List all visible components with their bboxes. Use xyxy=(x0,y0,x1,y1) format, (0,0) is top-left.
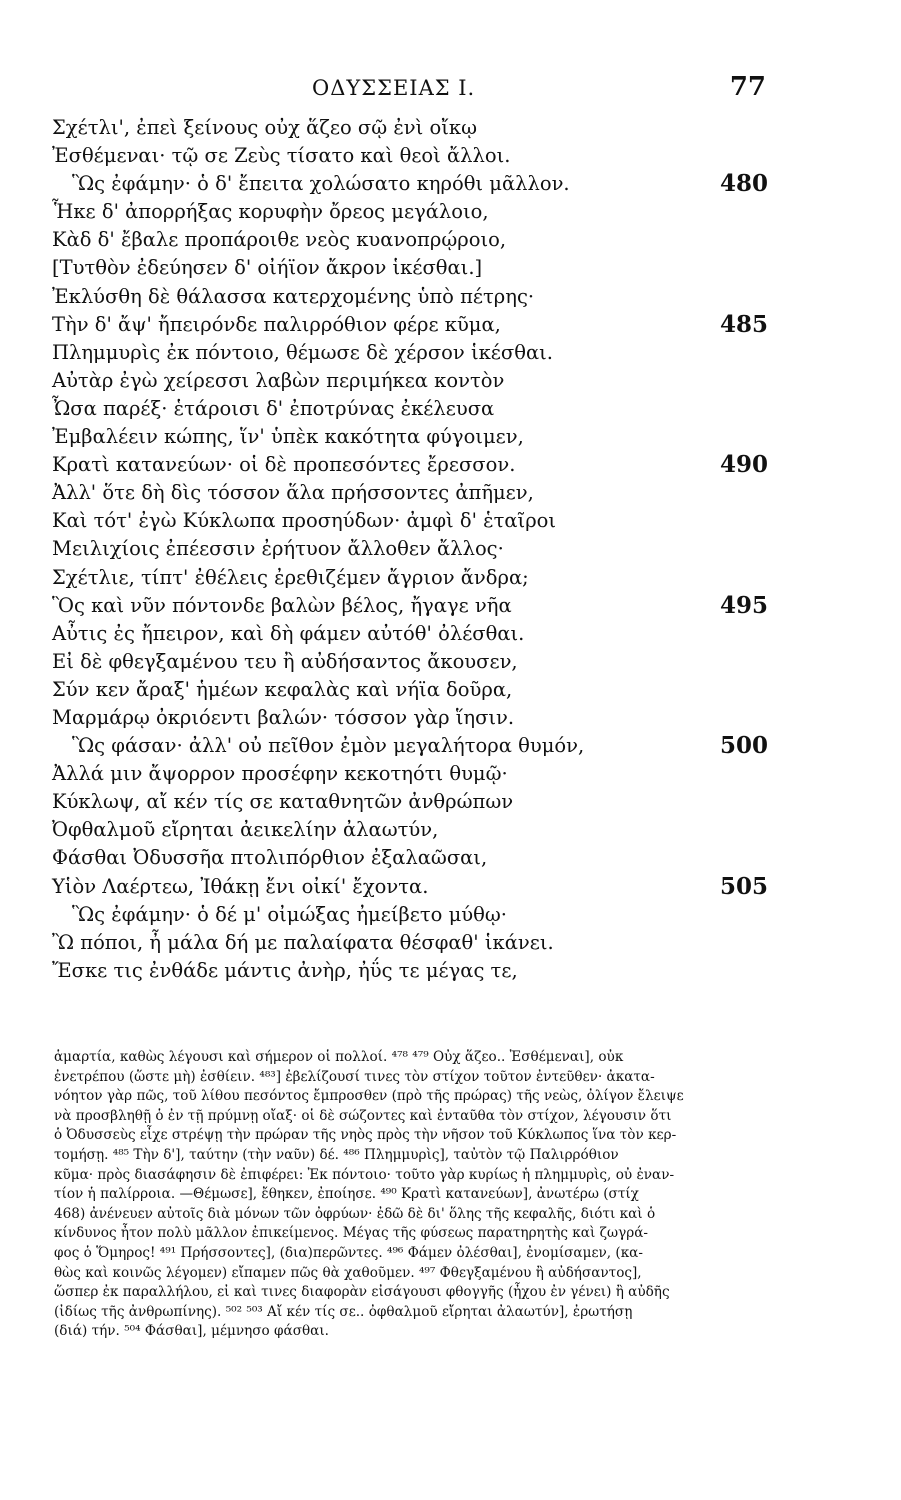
verse-text: Κύκλωψ, αἴ κέν τίς σε καταθνητῶν ἀνθρώπων xyxy=(52,790,514,814)
line-number: 495 xyxy=(719,591,768,619)
verse-text: Ἐμβαλέειν κώπης, ἵν' ὑπὲκ κακότητα φύγοιμεν, xyxy=(52,425,524,449)
verse-line xyxy=(52,198,772,226)
verse-text: Κρατὶ κατανεύων· οἱ δὲ προπεσόντες ἔρεσσον. xyxy=(52,453,516,477)
verse-text: Σχέτλι', ἐπεὶ ξείνους οὐχ ἅζεο σῷ ἐνὶ οἴκῳ xyxy=(52,116,477,139)
verse-line xyxy=(52,395,772,423)
verse-line xyxy=(52,311,772,339)
footnote-line: ὁ Ὀδυσσεὺς εἶχε στρέψῃ τὴν πρώραν τῆς νηὸς πρὸς τὴν νῆσον τοῦ Κύκλωπος ἵνα τὸν κερ- xyxy=(54,1127,677,1144)
verse-line xyxy=(52,451,772,479)
running-title: ΟΔΥΣΣΕΙΑΣ Ι. xyxy=(312,76,476,100)
verse-text: Ὣς φάσαν· ἀλλ' οὐ πεῖθον ἐμὸν μεγαλήτορα θυμόν, xyxy=(72,734,585,758)
verse-line xyxy=(52,676,772,704)
line-number: 505 xyxy=(719,872,768,900)
verse-line xyxy=(52,704,772,732)
footnote-line: κίνδυνος ἦτον πολὺ μᾶλλον ἐπικείμενος. Μέγας τῆς φύσεως παρατηρητὴς καὶ ζωγρά- xyxy=(54,1225,648,1242)
verse-line xyxy=(52,592,772,620)
verse-text: Αὖτις ἐς ἤπειρον, καὶ δὴ φάμεν αὐτόθ' ὀλέσθαι. xyxy=(52,621,525,645)
line-number: 500 xyxy=(719,732,768,760)
verse-text: Ἀλλά μιν ἄψορρον προσέφην κεκοτηότι θυμῷ· xyxy=(52,762,508,786)
page-header xyxy=(50,70,770,110)
line-number: 485 xyxy=(719,310,768,338)
line-number: 490 xyxy=(719,451,768,479)
verse-line xyxy=(52,648,772,676)
verse-line xyxy=(52,535,772,563)
verse-text: Μαρμάρῳ ὀκριόεντι βαλών· τόσσον γὰρ ἵησιν. xyxy=(52,705,515,729)
verse-line xyxy=(52,816,772,844)
verse-line xyxy=(52,760,772,788)
verse-text: Ἀλλ' ὅτε δὴ δὶς τόσσον ἅλα πρήσσοντες ἀπῆμεν, xyxy=(52,481,534,505)
verse-text: Ἔσκε τις ἐνθάδε μάντις ἀνὴρ, ἠΰς τε μέγας τε, xyxy=(52,958,518,982)
verse-text: Ὢ πόποι, ἦ μάλα δή με παλαίφατα θέσφαθ' ἱκάνει. xyxy=(52,930,554,954)
verse-line xyxy=(52,423,772,451)
verse-text: Κὰδ δ' ἔβαλε προπάροιθε νεὸς κυανοπρῴροιο, xyxy=(52,228,507,252)
verse-line xyxy=(52,957,772,985)
verse-text: [Τυτθὸν ἐδεύησεν δ' οἰήϊον ἄκρον ἱκέσθαι.] xyxy=(52,256,483,280)
verse-line xyxy=(52,479,772,507)
verse-line xyxy=(52,901,772,929)
verse-text: Σύν κεν ἄραξ' ἡμέων κεφαλὰς καὶ νήϊα δοῦρα, xyxy=(52,677,513,701)
footnote-line: νὰ προσβληθῇ ὁ ἐν τῇ πρύμνῃ οἴαξ· οἱ δὲ σώζοντες καὶ ἐνταῦθα τὸν στίχον, λέγουσιν ὅτι xyxy=(54,1107,672,1124)
verse-text: Φάσθαι Ὀδυσσῆα πτολιπόρθιον ἐξαλαῶσαι, xyxy=(52,846,488,870)
verse-text: Καὶ τότ' ἐγὼ Κύκλωπα προσηύδων· ἀμφὶ δ' ἑταῖροι xyxy=(52,509,557,533)
verse-line xyxy=(52,170,772,198)
footnote-line: φος ὁ Ὅμηρος! ⁴⁹¹ Πρήσσοντες], (δια)περῶντες. ⁴⁹⁶ Φάμεν ὀλέσθαι], ἐνομίσαμεν, (κα- xyxy=(54,1244,643,1261)
verse-text: Εἰ δὲ φθεγξαμένου τευ ἢ αὐδήσαντος ἄκουσεν, xyxy=(52,649,518,673)
verse-line xyxy=(52,929,772,957)
verse-line xyxy=(52,507,772,535)
footnote-line: ἐνετρέπου (ὥστε μὴ) ἐσθίειν. ⁴⁸³] ἐβελίζουσί τινες τὸν στίχον τοῦτον ἐντεῦθεν· ἀκατα- xyxy=(54,1068,655,1085)
verse-text: Πλημμυρὶς ἐκ πόντοιο, θέμωσε δὲ χέρσον ἱκέσθαι. xyxy=(52,340,553,364)
verse-text: Σχέτλιε, τίπτ' ἐθέλεις ἐρεθιζέμεν ἄγριον ἄνδρα; xyxy=(52,565,529,589)
verse-text: Ὣς ἐφάμην· ὁ δ' ἔπειτα χολώσατο κηρόθι μᾶλλον. xyxy=(72,172,570,196)
verse-line xyxy=(52,788,772,816)
footnote-line: κῦμα· πρὸς διασάφησιν δὲ ἐπιφέρει: Ἐκ πόντοιο· τοῦτο γὰρ κυρίως ἡ πλημμυρὶς, οὐ ἐναν- xyxy=(54,1166,675,1183)
footnote-line: (ἰδίως τῆς ἀνθρωπίνης). ⁵⁰² ⁵⁰³ Αἴ κέν τίς σε.. ὀφθαλμοῦ εἴρηται ἀλαωτύν], ἐρωτήσῃ xyxy=(54,1303,633,1320)
verse-line xyxy=(52,339,772,367)
verse-text: Ὀφθαλμοῦ εἴρηται ἀεικελίην ἀλαωτύν, xyxy=(52,818,439,842)
footnote-line: νόητον γὰρ πῶς, τοῦ λίθου πεσόντος ἔμπροσθεν (πρὸ τῆς πρώρας) τῆς νεὼς, ὀλίγον ἔλειψε xyxy=(54,1088,684,1105)
verse-line xyxy=(52,226,772,254)
verse-text: Ἐσθέμεναι· τῷ σε Ζεὺς τίσατο καὶ θεοὶ ἄλλοι. xyxy=(52,144,511,168)
footnote-line: τίον ἡ παλίρροια. —Θέμωσε], ἔθηκεν, ἐποίησε. ⁴⁹⁰ Κρατὶ κατανεύων], ἀνωτέρω (στίχ xyxy=(54,1186,639,1203)
verse-line xyxy=(52,254,772,282)
page-number: 77 xyxy=(729,72,766,102)
footnotes xyxy=(54,1048,768,1342)
verse-line xyxy=(52,114,772,142)
verse-text: Αὐτὰρ ἐγὼ χείρεσσι λαβὼν περιμήκεα κοντὸν xyxy=(52,368,505,392)
footnote-line: ὥσπερ ἐκ παραλλήλου, εἰ καὶ τινες διαφορὰν εἰσάγουσι φθογγῆς (ἦχου ἐν γένει) ἢ αὐδῆς xyxy=(54,1284,670,1301)
verse-line xyxy=(52,620,772,648)
footnote-line: θὼς καὶ κοινῶς λέγομεν) εἴπαμεν πῶς θὰ χαθοῦμεν. ⁴⁹⁷ Φθεγξαμένου ἢ αὐδήσαντος], xyxy=(54,1264,642,1281)
line-number: 480 xyxy=(719,170,768,198)
verse-line xyxy=(52,844,772,872)
verse-line xyxy=(52,873,772,901)
verse-block xyxy=(52,114,772,985)
verse-line xyxy=(52,367,772,395)
verse-line xyxy=(52,283,772,311)
verse-text: Ἐκλύσθη δὲ θάλασσα κατερχομένης ὑπὸ πέτρης· xyxy=(52,284,535,308)
verse-text: Υἱὸν Λαέρτεω, Ἰθάκῃ ἔνι οἰκί' ἔχοντα. xyxy=(52,874,429,898)
verse-text: Μειλιχίοις ἐπέεσσιν ἐρήτυον ἄλλοθεν ἄλλος· xyxy=(52,537,504,561)
footnote-line: 468) ἀνένευεν αὐτοῖς διὰ μόνων τῶν ὀφρύων· ἐδῶ δὲ δι' ὅλης τῆς κεφαλῆς, διότι καὶ ὁ xyxy=(54,1205,656,1222)
footnote-line: ἁμαρτία, καθὼς λέγουσι καὶ σήμερον οἱ πολλοί. ⁴⁷⁸ ⁴⁷⁹ Οὐχ ἅζεο.. Ἐσθέμεναι], οὐκ xyxy=(54,1049,624,1065)
verse-text: Τὴν δ' ἄψ' ἤπειρόνδε παλιρρόθιον φέρε κῦμα, xyxy=(52,312,501,336)
verse-text: Ὣς ἐφάμην· ὁ δέ μ' οἰμώξας ἠμείβετο μύθῳ· xyxy=(72,902,507,926)
verse-line xyxy=(52,732,772,760)
footnote-line: τομήσῃ. ⁴⁸⁵ Τὴν δ'], ταύτην (τὴν ναῦν) δέ. ⁴⁸⁶ Πλημμυρὶς], ταὐτὸν τῷ Παλιρρόθιον xyxy=(54,1146,619,1163)
verse-line xyxy=(52,564,772,592)
footnote-line: (διά) τήν. ⁵⁰⁴ Φάσθαι], μέμνησο φάσθαι. xyxy=(54,1323,330,1340)
verse-line xyxy=(52,142,772,170)
verse-text: Ἧκε δ' ἀπορρήξας κορυφὴν ὄρεος μεγάλοιο, xyxy=(52,200,489,224)
verse-text: Ὃς καὶ νῦν πόντονδε βαλὼν βέλος, ἤγαγε νῆα xyxy=(52,593,512,617)
verse-text: Ὦσα παρέξ· ἑτάροισι δ' ἐποτρύνας ἐκέλευσα xyxy=(52,396,495,420)
